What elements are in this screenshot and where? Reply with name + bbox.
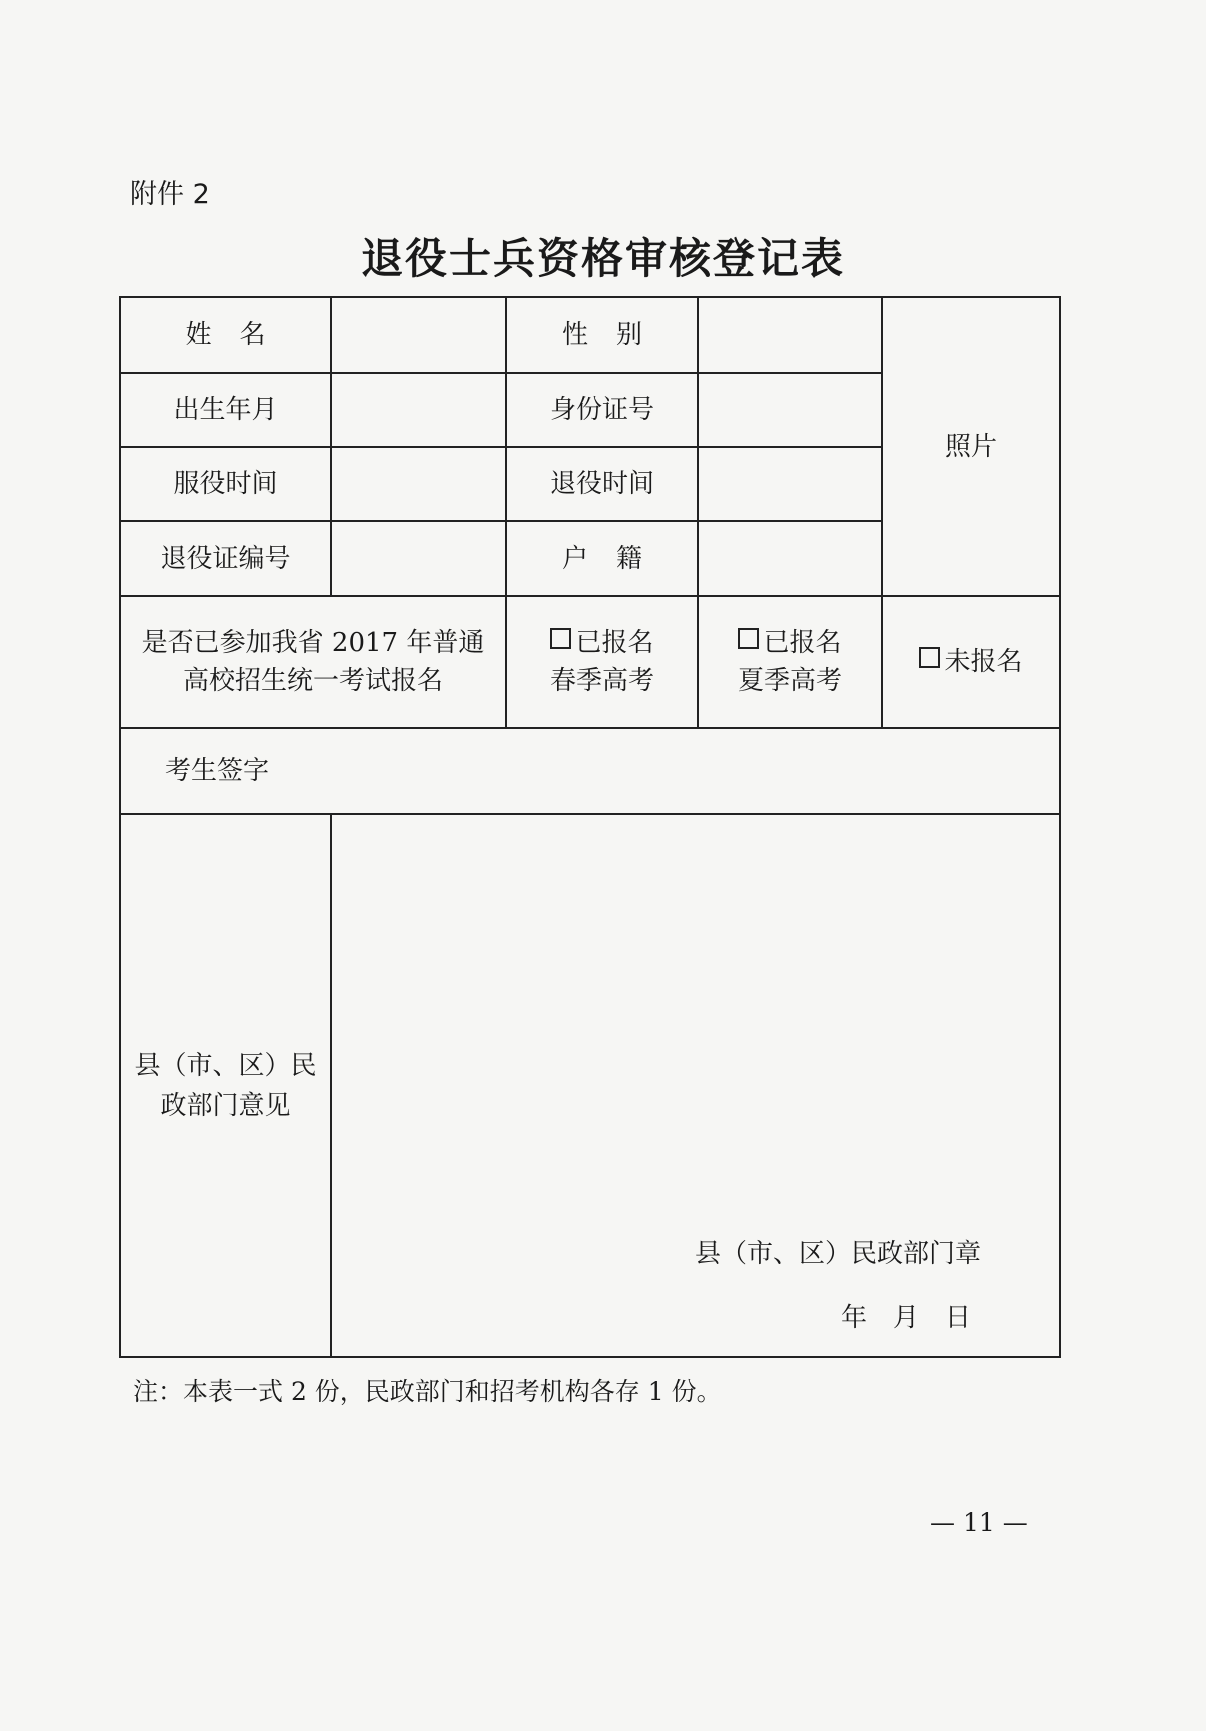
page-number: — 11 — [930, 1508, 1028, 1537]
household-label: 户籍 [506, 521, 698, 596]
name-label: 姓名 [120, 297, 331, 373]
option-spring-line2: 春季高考 [549, 666, 654, 696]
exam-question [120, 596, 506, 728]
option-summer-line1: 已报名 [763, 628, 842, 658]
registration-form-table [119, 296, 1061, 1358]
exam-question-line2: 高校招生统一考试报名 [182, 666, 443, 696]
checkbox-icon[interactable] [738, 628, 759, 649]
annex-label: 附件 2 [130, 179, 210, 210]
checkbox-icon[interactable] [919, 647, 940, 668]
service-time-field[interactable] [331, 447, 506, 521]
discharge-time-label: 退役时间 [506, 447, 698, 521]
stamp-label: 县（市、区）民政部门章 [694, 1239, 981, 1269]
option-not-registered-label: 未报名 [944, 647, 1023, 677]
discharge-cert-field[interactable] [331, 521, 506, 596]
option-summer-line2: 夏季高考 [737, 666, 842, 696]
option-not-registered[interactable] [882, 596, 1060, 728]
discharge-cert-label: 退役证编号 [120, 521, 331, 596]
id-number-field[interactable] [698, 373, 882, 447]
option-spring-exam[interactable] [506, 596, 698, 728]
option-spring-line1: 已报名 [575, 628, 654, 658]
birth-field[interactable] [331, 373, 506, 447]
name-field[interactable] [331, 297, 506, 373]
option-summer-exam[interactable] [698, 596, 882, 728]
opinion-label-line2: 政部门意见 [160, 1090, 291, 1121]
opinion-label [120, 814, 331, 1357]
form-row [120, 297, 1060, 373]
gender-field[interactable] [698, 297, 882, 373]
opinion-field[interactable] [331, 814, 1060, 1357]
birth-label: 出生年月 [120, 373, 331, 447]
signature-label: 考生签字 [120, 728, 1060, 814]
form-title: 退役士兵资格审核登记表 [360, 234, 845, 283]
gender-label: 性别 [506, 297, 698, 373]
footnote: 注：本表一式 2 份，民政部门和招考机构各存 1 份。 [133, 1377, 722, 1406]
exam-row [120, 596, 1060, 728]
discharge-time-field[interactable] [698, 447, 882, 521]
exam-question-line1: 是否已参加我省 2017 年普通 [141, 628, 485, 658]
checkbox-icon[interactable] [550, 628, 571, 649]
date-label: 年 月 日 [840, 1303, 971, 1333]
signature-row [120, 728, 1060, 814]
id-number-label: 身份证号 [506, 373, 698, 447]
photo-box: 照片 [882, 297, 1060, 596]
opinion-row [120, 814, 1060, 1357]
service-time-label: 服役时间 [120, 447, 331, 521]
opinion-label-line1: 县（市、区）民 [134, 1050, 317, 1081]
household-field[interactable] [698, 521, 882, 596]
